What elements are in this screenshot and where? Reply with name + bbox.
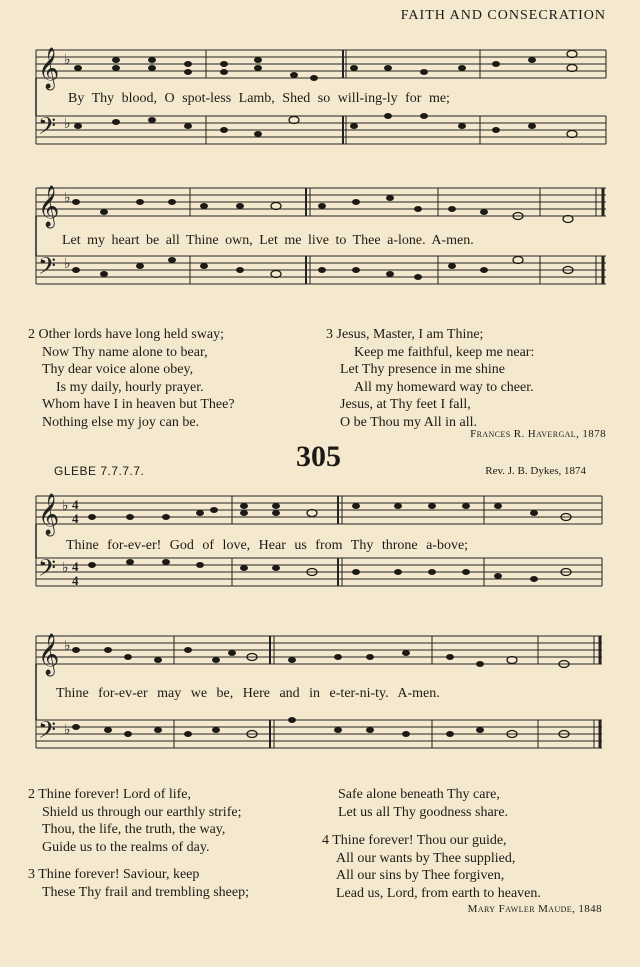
treble-clef-icon: 𝄞 [38, 48, 60, 88]
treble-clef-icon: 𝄞 [38, 186, 60, 226]
stanza-line: All our sins by Thee forgiven, [336, 868, 505, 883]
stanza-line: Thou, the life, the truth, the way, [42, 822, 226, 837]
flat-key-icon: ♭ [62, 499, 69, 514]
author-credit: Frances R. Havergal, 1878 [470, 428, 606, 440]
stanza-line: 4 Thine forever! Thou our guide, [322, 833, 507, 848]
stanza-line: Safe alone beneath Thy care, [338, 787, 500, 802]
lyric-line: Let my heart be all Thine own, Let me live to Thee a-lone. A-men. [62, 233, 474, 248]
flat-key-icon: ♭ [64, 53, 71, 68]
stanza-line: Lead us, Lord, from earth to heaven. [336, 885, 541, 901]
composer-credit: Rev. J. B. Dykes, 1874 [485, 465, 586, 477]
lyric-line: By Thy blood, O spot-less Lamb, Shed so will-ing-ly for me; [68, 91, 450, 106]
stanza-305-2 [28, 786, 241, 856]
stanza-line: Shield us through our earthly strife; [42, 804, 242, 820]
stanza-line: 2 Thine forever! Lord of life, [28, 787, 192, 802]
time-signature: 4 [72, 497, 79, 512]
lyric-line: Thine for-ev-er may we be, Here and in e-ter-ni-ty. A-men. [56, 686, 440, 701]
flat-key-icon: ♭ [64, 257, 71, 272]
stanza-line: All my homeward way to cheer. [354, 379, 534, 395]
stanza-line: Keep me faithful, keep me near: [354, 344, 535, 360]
stanza-305-3-continued [338, 786, 508, 821]
stanza-3-right [326, 326, 534, 431]
running-head: FAITH AND CONSECRATION [400, 8, 606, 23]
stanza-line: 2 Other lords have long held sway; [28, 327, 224, 342]
stanza-line: Guide us to the realms of day. [42, 839, 210, 855]
stanza-305-3 [28, 866, 249, 901]
flat-key-icon: ♭ [64, 117, 71, 132]
time-signature: 4 [72, 559, 79, 574]
flat-key-icon: ♭ [64, 639, 71, 654]
stanza-line: Let us all Thy goodness share. [338, 804, 509, 820]
treble-clef-icon: 𝄞 [38, 634, 60, 674]
stanza-line: O be Thou my All in all. [340, 414, 478, 430]
stanza-line: All our wants by Thee supplied, [336, 850, 516, 866]
flat-key-icon: ♭ [64, 191, 71, 206]
stanza-line: 3 Jesus, Master, I am Thine; [326, 327, 484, 342]
stanza-line: Jesus, at Thy feet I fall, [340, 397, 471, 412]
hymn-number: 305 [296, 440, 341, 473]
time-signature: 4 [72, 511, 79, 526]
treble-staff [36, 496, 602, 524]
bass-clef-icon: 𝄢 [38, 254, 57, 285]
stanza-line: These Thy frail and trembling sheep; [42, 884, 249, 900]
treble-staff [36, 188, 606, 216]
stanza-line: Whom have I in heaven but Thee? [42, 397, 235, 412]
stanza-line: Let Thy presence in me shine [340, 362, 505, 377]
flat-key-icon: ♭ [62, 561, 69, 576]
lyric-line: Thine for-ev-er! God of love, Hear us from Thy throne a-bove; [66, 538, 469, 553]
stanza-line: Now Thy name alone to bear, [42, 344, 208, 360]
bass-clef-icon: 𝄢 [38, 114, 57, 145]
stanza-2-left [28, 326, 235, 431]
tune-name: GLEBE 7.7.7.7. [54, 464, 145, 478]
treble-clef-icon: 𝄞 [38, 494, 60, 534]
bass-staff [36, 558, 602, 586]
stanza-line: 3 Thine forever! Saviour, keep [28, 867, 200, 882]
bass-clef-icon: 𝄢 [38, 556, 57, 587]
author-credit: Mary Fawler Maude, 1848 [467, 903, 602, 915]
treble-staff [36, 50, 606, 78]
stanza-line: Nothing else my joy can be. [42, 414, 200, 430]
time-signature: 4 [72, 573, 79, 588]
flat-key-icon: ♭ [64, 723, 71, 738]
stanza-line: Thy dear voice alone obey, [42, 362, 194, 377]
stanza-305-4 [322, 832, 541, 902]
bass-clef-icon: 𝄢 [38, 718, 57, 749]
stanza-line: Is my daily, hourly prayer. [56, 379, 204, 395]
bass-staff [36, 116, 606, 144]
